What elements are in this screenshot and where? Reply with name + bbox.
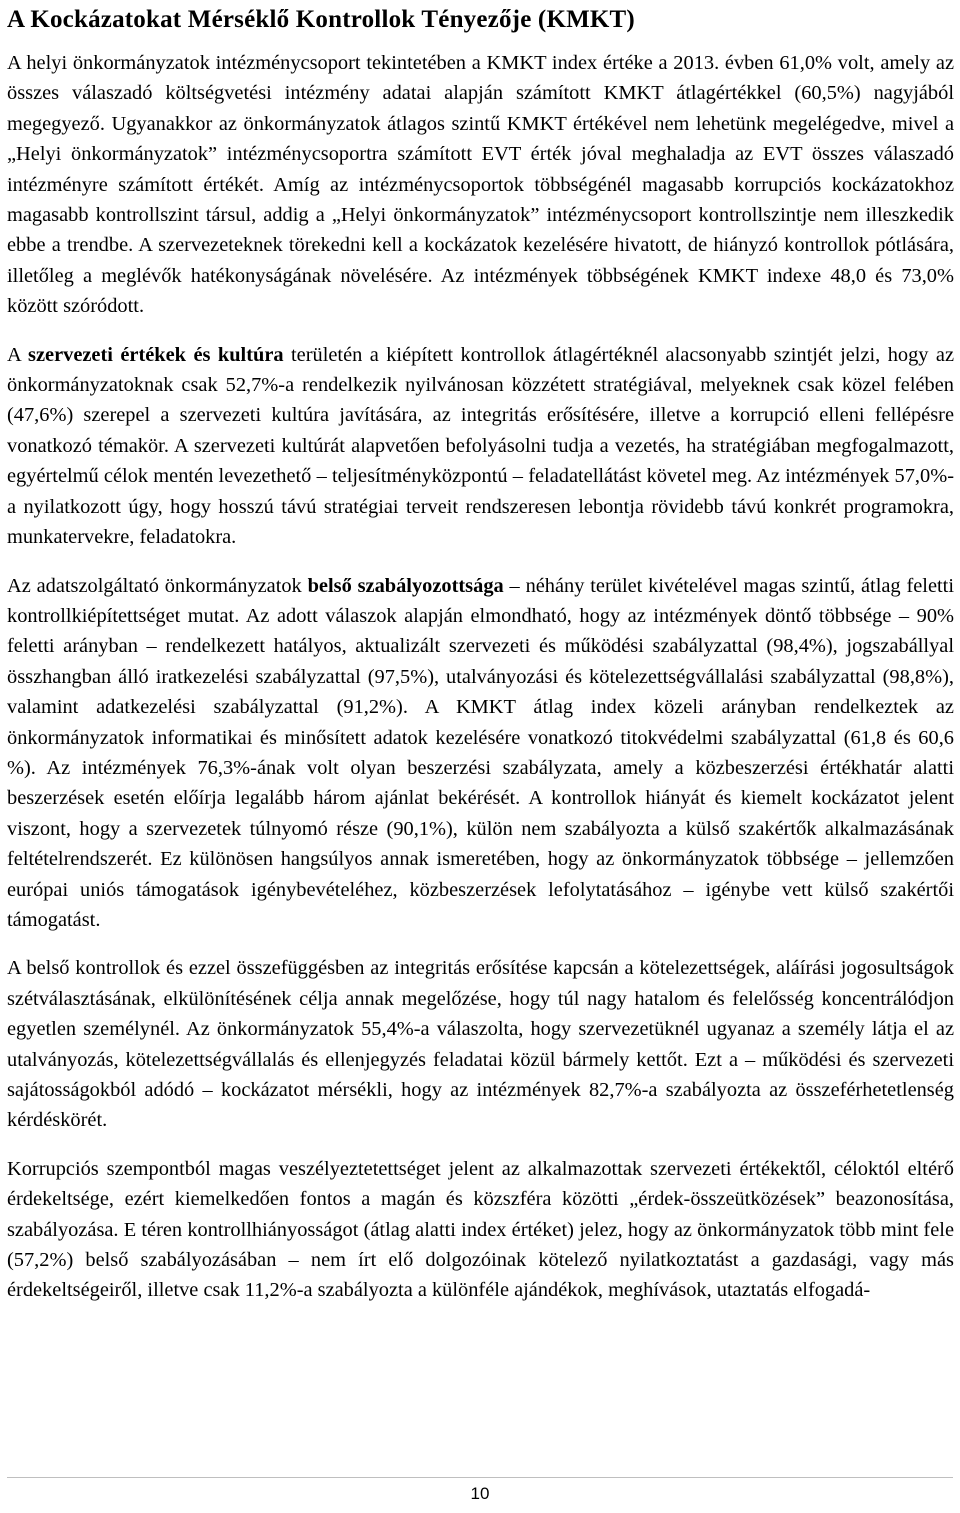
text-run: A xyxy=(7,343,29,366)
paragraph-separation-of-duties xyxy=(7,953,954,1135)
page-number: 10 xyxy=(470,1484,490,1503)
text-run: Korrupciós szempontból magas veszélyeztetettséget jelent az alkalmazottak szervezeti értékektől, céloktól eltérő érdekeltsége, ezért kiemelkedően fontos a magán és közszféra közötti „érdek-összeütközések” beazonosítása, szabályozása. E téren kontrollhiányosságot (átlag alatti index értéket) jelez, hogy az önkormányzatok több mint fele (57,2%) belső szabályozásában – nem írt elő dolgozóinak kötelező nyilatkoztatást a gazdasági, vagy más érdekeltségeiről, illetve csak 11,2%-a szabályozta a különféle ajándékok, meghívások, utaztatás elfogadá- xyxy=(7,1157,954,1302)
paragraph-organizational-values xyxy=(7,340,954,553)
paragraph-conflict-of-interest xyxy=(7,1154,954,1306)
text-run: Az adatszolgáltató önkormányzatok xyxy=(7,574,308,597)
section-heading: A Kockázatokat Mérséklő Kontrollok Tényezője (KMKT) xyxy=(7,6,635,33)
text-run: – néhány terület kivételével magas szintű, átlag feletti kontrollkiépítettséget mutat. Az adott válaszok alapján elmondható, hogy az intézmények döntő többsége – 90% feletti arányban – rendelkezett hatályos, aktualizált szervezeti és működési szabályzattal (98,4%), jogszabállyal összhangban álló iratkezelési szabályzattal (97,5%), utalványozási és kötelezettségvállalási szabályzattal (98,8%), valamint adatkezelési szabályzattal (91,2%). A KMKT átlag index közeli arányban rendelkeztek az önkormányzatok informatikai és minősített adatok kezelésére vonatkozó titokvédelmi szabályzattal (61,8 és 60,6 %). Az intézmények 76,3%-ának volt olyan beszerzési szabályzata, amely a közbeszerzési értékhatár alatti beszerzések esetén előírja legalább három ajánlat bekérését. A kontrollok hiányát és kiemelt kockázatot jelent viszont, hogy a szervezetek túlnyomó része (90,1%), külön nem szabályozta a külső szakértők alkalmazásának feltételrendszerét. Ez különösen hangsúlyos annak ismeretében, hogy az önkormányzatok többsége – jellemzően európai uniós támogatások igénybevételéhez, közbeszerzések lefolytatásához – igénybe vett külső szakértői támogatást. xyxy=(7,574,954,931)
text-run: A belső kontrollok és ezzel összefüggésben az integritás erősítése kapcsán a kötelezettségek, aláírási jogosultságok szétválasztásának, elkülönítésének célja annak megelőzése, hogy túl nagy hatalom és felelősség koncentrálódjon egyetlen személynél. Az önkormányzatok 55,4%-a válaszolta, hogy szervezetüknél ugyanaz a személy látja el az utalványozás, kötelezettségvállalás és ellenjegyzés feladatai közül bármely kettőt. Ezt a – működési és szervezeti sajátosságokból adódó – kockázatot mérsékli, hogy az intézmények 82,7%-a szabályozta az összeférhetetlenség kérdéskörét. xyxy=(7,957,954,1132)
bold-term: szervezeti értékek és kultúra xyxy=(28,343,284,366)
footer-divider xyxy=(7,1477,953,1478)
text-run: A helyi önkormányzatok intézménycsoport tekintetében a KMKT index értéke a 2013. évben 61,0% volt, amely az összes válaszadó költségvetési intézmény adatai alapján számított KMKT átlagértékkel (60,5%) nagyjából megegyező. Ugyanakkor az önkormányzatok átlagos szintű KMKT értékével nem lehetünk megelégedve, mivel a „Helyi önkormányzatok” intézménycsoportra számított EVT érték jóval meghaladja az EVT összes válaszadó intézményre számított értékét. Amíg az intézménycsoportok többségénél magasabb korrupciós kockázatokhoz magasabb kontrollszint társul, addig a „Helyi önkormányzatok” intézménycsoport kontrollszintje nem illeszkedik ebbe a trendbe. A szervezeteknek törekedni kell a kockázatok kezelésére hivatott, de hiányzó kontrollok pótlására, illetőleg a meglévők hatékonyságának növelésére. Az intézmények többségének KMKT indexe 48,0 és 73,0% között szóródott. xyxy=(7,52,954,318)
text-run: területén a kiépített kontrollok átlagértéknél alacsonyabb szintjét jelzi, hogy az önkormányzatoknak csak 52,7%-a rendelkezik nyilvánosan közzétett stratégiával, melyeknek csak közel felében (47,6%) szerepel a szervezeti kultúra javítására, az integritás erősítésére, illetve a korrupció elleni fellépésre vonatkozó témakör. A szervezeti kultúrát alapvetően befolyásolni tudja a vezetés, ha stratégiában megfogalmazott, egyértelmű célok mentén levezethető – teljesítményközpontú – feladatellátást követel meg. Az intézmények 57,0%-a nyilatkozott úgy, hogy hosszú távú stratégiai terveit rendszeresen lebontja rövidebb távú konkrét programokra, munkatervekre, feladatokra. xyxy=(7,343,955,549)
bold-term: belső szabályozottsága xyxy=(307,574,504,597)
paragraph-internal-regulation xyxy=(7,571,954,936)
paragraph-kmkt-index xyxy=(7,48,954,322)
